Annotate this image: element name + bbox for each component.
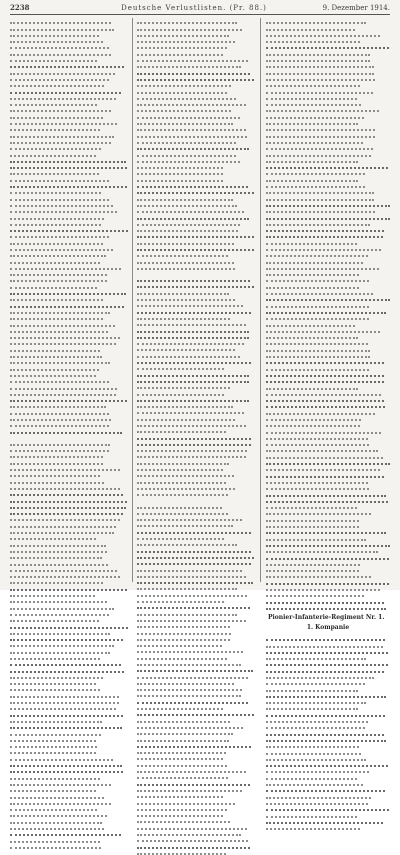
text-line [10,843,101,849]
publication-title: Deutsche Verlustlisten. (Pr. 88.) [121,4,267,12]
section-subheading: 1. Kompanie [306,623,350,631]
section-heading: Pionier-Infanterie-Regiment Nr. 1. [268,613,385,621]
header-rule [10,14,390,15]
page-number: 2238 [10,3,30,12]
casualty-list [266,635,390,830]
text-line [266,824,360,830]
text-column-middle [137,18,255,584]
text-column-right [266,18,390,631]
text-column-left [10,18,128,584]
text-line [266,604,386,610]
casualty-list [266,18,390,610]
text-line [137,849,226,855]
column-divider [132,18,133,582]
issue-date: 9. Dezember 1914. [322,4,390,12]
column-divider [260,18,261,582]
page-header [10,2,390,14]
